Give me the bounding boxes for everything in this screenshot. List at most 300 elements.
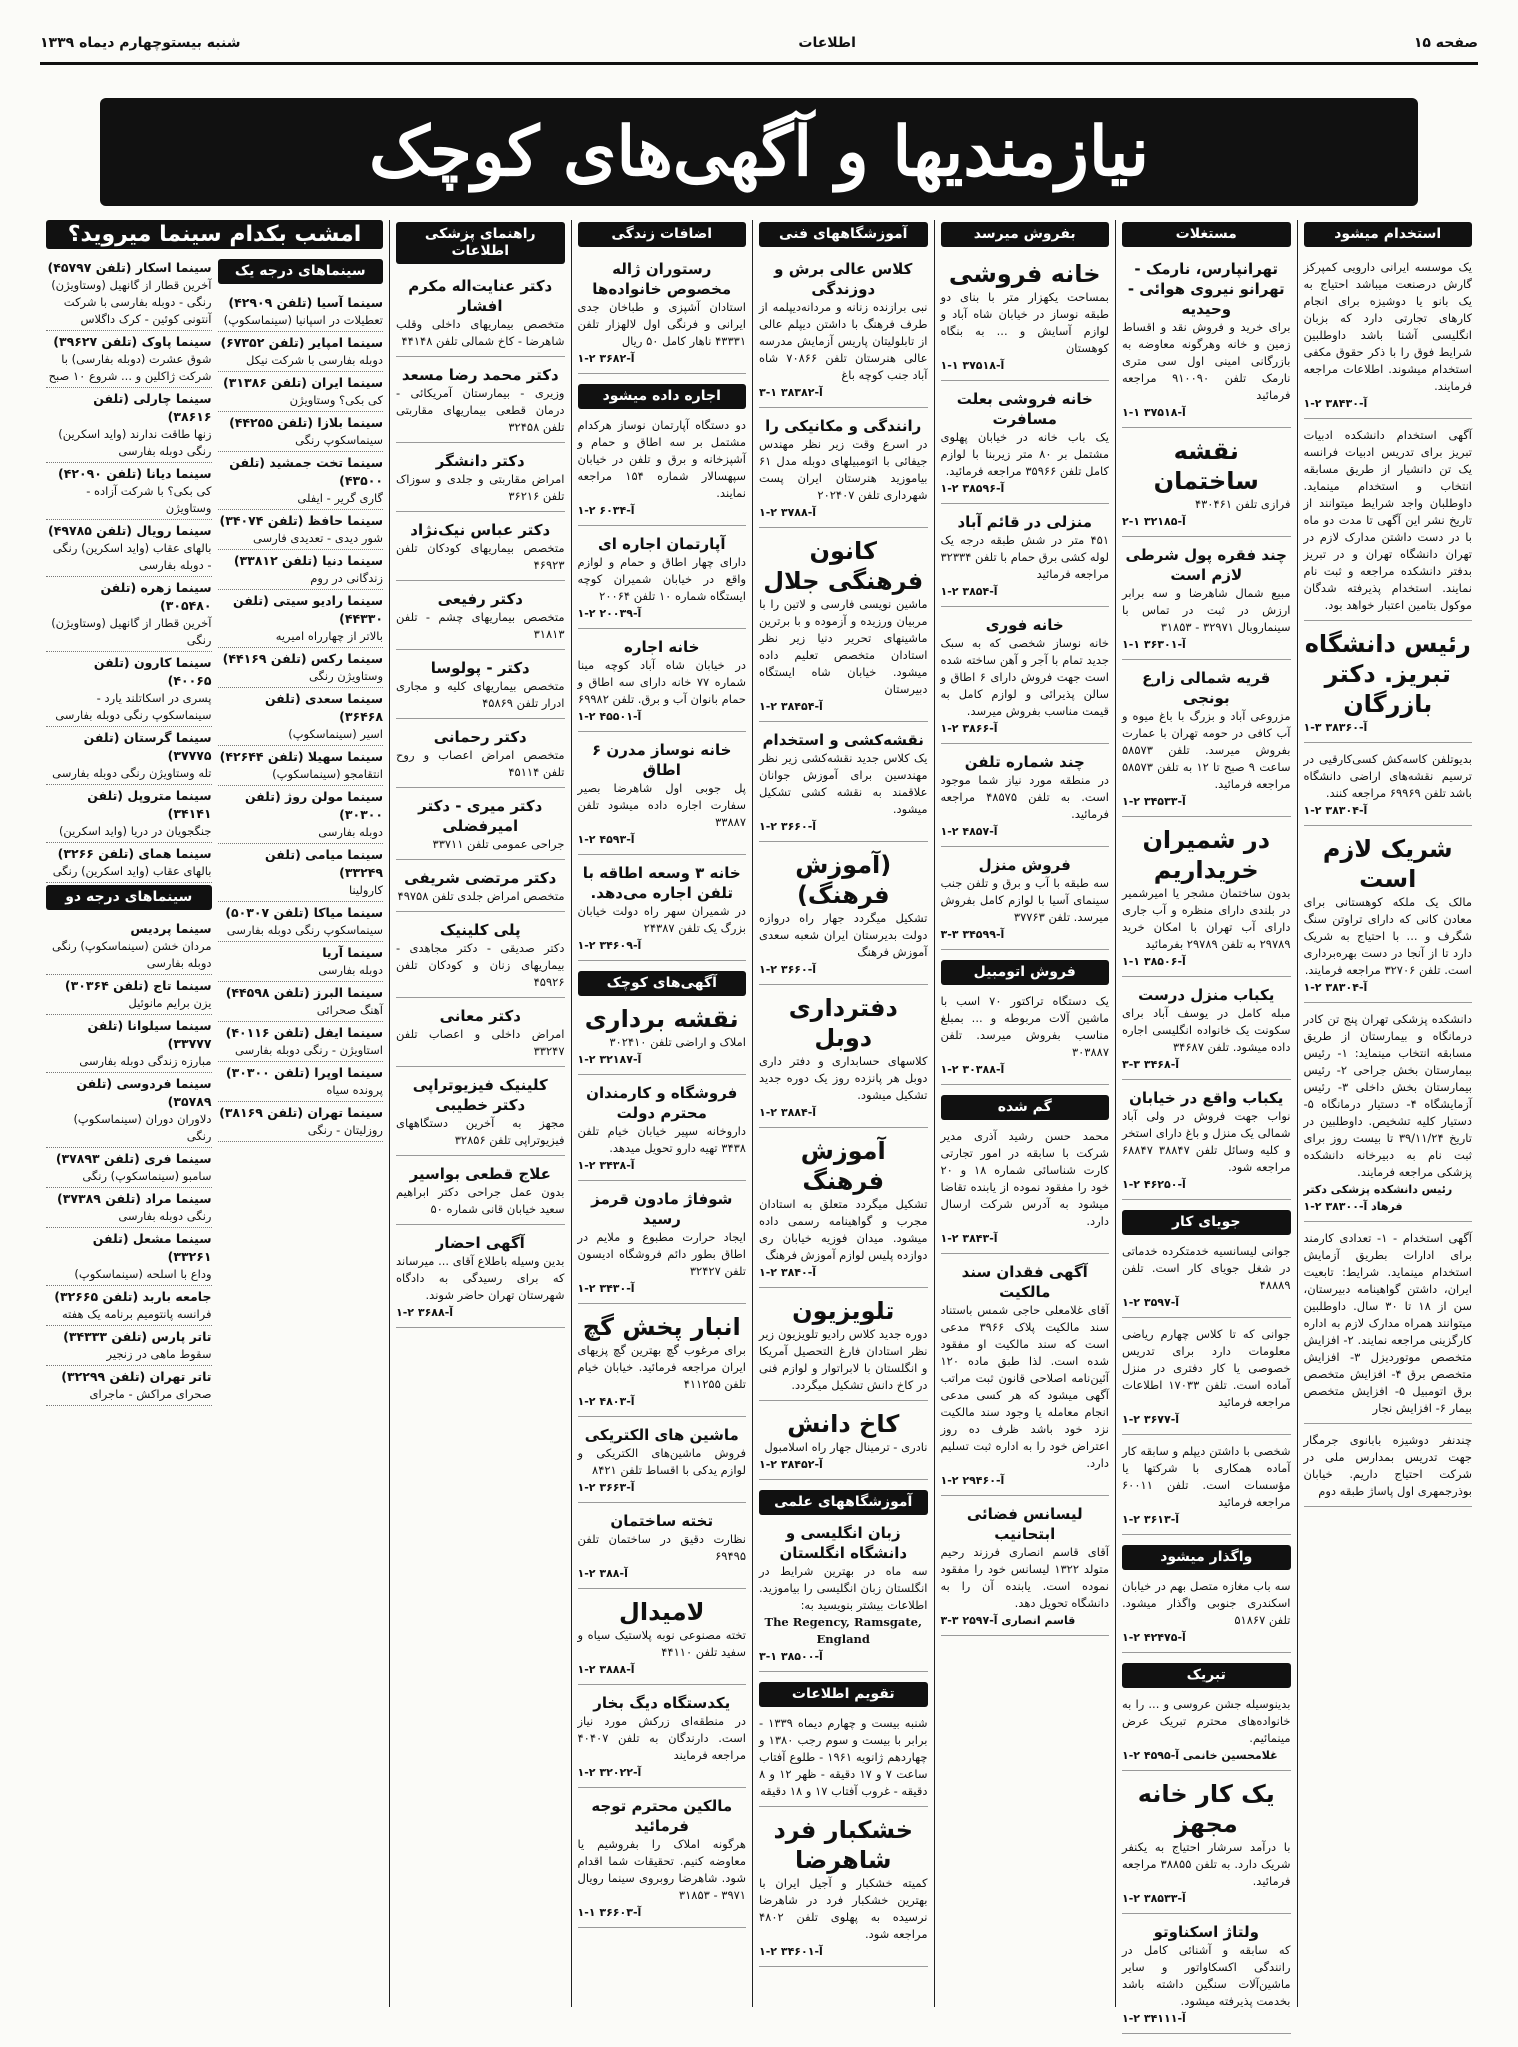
cinema-name: سینما میامی (تلفن ۳۳۲۴۹) bbox=[265, 847, 383, 880]
ad-title: خانه ۳ وسعه اطاقه با تلفن اجاره می‌دهد. bbox=[582, 864, 741, 902]
classified-ad bbox=[578, 965, 747, 1075]
ad-headline: خانه فروشی bbox=[948, 260, 1101, 288]
cinema-listing bbox=[46, 331, 212, 388]
cinema-list-main bbox=[46, 257, 212, 1406]
cinema-name: سینما پردیس bbox=[130, 921, 212, 936]
ad-headline: یک کار خانه مجهز bbox=[1137, 1780, 1275, 1838]
ad-title: فروشگاه و کارمندان محترم دولت bbox=[586, 1084, 738, 1122]
ad-headline: انبار پخش گچ bbox=[582, 1313, 741, 1341]
cinema-listing bbox=[218, 1022, 384, 1062]
ad-reference-code: آ-۲۰۰۳۹ ۲-۱ bbox=[577, 607, 642, 620]
cinema-program: زندگانی در روم bbox=[310, 571, 383, 585]
cinema-program: آخرین قطار از گانهیل (وستاویژن) رنگی - دوبله بفارسی با شرکت آنتونی کوئین - کرک داگلاس bbox=[51, 278, 212, 326]
cinema-program: تعطیلات در اسپانیا (سینماسکوپ) bbox=[223, 313, 383, 327]
ad-body: دو دستگاه آپارتمان نوساز هرکدام مشتمل بر سه اطاق و حمام و آشپزخانه و برق و تلفن در خیابان سپهسالار شماره ۱۵۴ مراجعه نمایند. bbox=[577, 418, 746, 500]
cinema-program: بالهای عقاب (واید اسکرین) رنگی - دوبله بفارسی bbox=[52, 541, 212, 572]
ad-title: آگهی فقدان سند مالکیت bbox=[961, 1263, 1088, 1301]
ad-body: متخصص بیماریهای داخلی وقلب شاهرضا - کاخ شمالی تلفن ۴۴۱۴۸ bbox=[396, 317, 565, 348]
cinema-name: سینما آسیا (تلفن ۴۲۹۰۹) bbox=[228, 295, 383, 310]
classified-ad bbox=[941, 255, 1110, 381]
classified-ad bbox=[941, 611, 1110, 744]
classified-ad bbox=[941, 748, 1110, 847]
cinema-listing bbox=[46, 388, 212, 463]
ad-reference-code: آ-۳۸۸۴ ۲-۱ bbox=[759, 1106, 817, 1119]
ad-reference-code: آ-۳۸۵۹۶ ۲-۱ bbox=[940, 482, 1005, 495]
cinema-listing bbox=[46, 520, 212, 577]
cinema-program: بالهای عقاب (واید اسکرین) رنگی bbox=[52, 864, 212, 878]
cinema-listing bbox=[46, 975, 212, 1015]
column-7 bbox=[40, 220, 389, 2007]
cinema-program: شور دیدی - تعدیدی فارسی bbox=[252, 531, 383, 545]
publication-name: اطلاعات bbox=[798, 35, 856, 51]
classified-ad bbox=[1304, 1007, 1473, 1222]
section-heading: جویای کار bbox=[1122, 1210, 1291, 1235]
cinema-listing bbox=[46, 1148, 212, 1188]
ad-body: امراض داخلی و اعصاب تلفن ۳۳۲۴۷ bbox=[396, 1027, 565, 1058]
ad-reference-code: آ-۴۵۵۰۱ ۲-۱ bbox=[577, 710, 642, 723]
classified-ad bbox=[1304, 625, 1473, 743]
ad-reference-code: آ-۳۸۵۰۶ ۱-۱ bbox=[1122, 955, 1186, 968]
classified-ad bbox=[1122, 1775, 1291, 1914]
cinema-name: سینما مشعل (تلفن ۳۳۲۶۱) bbox=[92, 1231, 212, 1264]
cinema-name: سینما مولن روژ (تلفن ۳۰۳۰۰) bbox=[244, 789, 383, 822]
column-6 bbox=[389, 220, 571, 2007]
cinema-program: بالاتر از چهارراه امیریه bbox=[275, 629, 383, 643]
ad-body: نواب جهت فروش در ولی آباد شمالی یک منزل و باغ دارای استخر و کلیه وسائل تلفن ۳۸۸۴۷ ۶۸۸۴۷ مراجعه شود. bbox=[1122, 1109, 1291, 1174]
ad-body: پل جوبی اول شاهرضا بصیر سفارت اجاره داده میشود تلفن ۳۳۸۸۷ bbox=[577, 781, 746, 829]
ad-title: علاج قطعی بواسیر bbox=[409, 1165, 551, 1183]
ad-body: ۴۵۱ متر در شش طبقه درجه یک لوله کشی برق حمام با تلفن ۳۲۳۳۴ مراجعه فرمائید bbox=[940, 533, 1109, 581]
section-heading: فروش اتومبیل bbox=[941, 960, 1110, 985]
classified-ad bbox=[578, 1308, 747, 1417]
cinema-program: کی بکی؟ با شرکت آزاده - وستاویژن bbox=[86, 484, 212, 515]
ad-reference-code: آ-۳۷۵۱۸ ۱-۱ bbox=[940, 359, 1005, 372]
cinema-listing bbox=[218, 452, 384, 510]
ad-body: با درآمد سرشار احتیاج به یکنفر شریک دارد. به تلفن ۳۸۸۵۵ مراجعه فرمائید. bbox=[1122, 1840, 1291, 1888]
cinema-listing bbox=[46, 1286, 212, 1326]
ad-body: آقای قاسم انصاری فرزند رحیم متولد ۱۳۲۲ لیسانس خود را مفقود نموده است. یابنده آن را به دانشگاه تحویل دهد. bbox=[940, 1545, 1109, 1610]
ad-reference-code: آ-۳۴۶۰۹ ۲-۱ bbox=[577, 939, 642, 952]
cinema-program: یزن برایم مانوئیل bbox=[128, 996, 212, 1010]
ad-body: دانشکده پزشکی تهران پنج تن کادر درمانگاه و بیمارستان از طریق مسابقه انتخاب مینماید: ۱- رئیس بیمارستان بخش جراحی ۲- رئیس بیمارستان بخش داخلی ۳- رئیس آزمایشگاه ۴- دستیار درمانگاه ۵- دستیار کلیه تشخیص. داوطلبین در تاریخ ۳۹/۱۱/۲۴ تا بیست روز برای ثبت نام به دبیرخانه دانشکده پزشکی مراجعه فرمایند. bbox=[1303, 1012, 1473, 1179]
cinema-program: شوق عشرت (دوبله بفارسی) با شرکت ژاکلین و ... شروع ۱۰ صبح bbox=[48, 352, 212, 383]
classified-ad bbox=[396, 916, 565, 998]
ad-title: شوفاژ مادون قرمز رسید bbox=[591, 1190, 733, 1228]
ad-body: آقای غلامعلی حاجی شمس باستناد سند مالکیت پلاک ۳۹۶۶ مدعی است که سند مالکیت او مفقود شده است. لذا طبق ماده ۱۲۰ آئین‌نامه اصلاحی قانون ثبت مراتب آگهی میشود که هر کسی مدعی انجام معامله یا وجود سند مالکیت نزد خود باشد ظرف ده روز اعتراض خود را به اداره ثبت تسلیم دارد. bbox=[940, 1303, 1109, 1470]
cinema-name: سینما حافظ (تلفن ۳۴۰۷۴) bbox=[219, 513, 383, 528]
ad-body: ماشین نویسی فارسی و لاتین را با مربیان ورزیده و آزموده و با برترین ماشینهای تحریر دنیا زیر نظر استادان متخصص تعلیم داده میشود. خیابان شاه ایستگاه دبیرستان bbox=[759, 597, 928, 696]
ad-reference-code: آ-۳۴۵۳۳ ۲-۱ bbox=[1122, 795, 1186, 808]
column-heading: آموزشگاههای فنی bbox=[759, 222, 928, 247]
classified-ad bbox=[578, 255, 747, 374]
ad-body: دارای چهار اطاق و حمام و لوازم واقع در خیابان شمیران کوچه ایستگاه شماره ۱۰ تلفن ۲۰۰۶۴ bbox=[577, 555, 746, 603]
ad-body: یک موسسه ایرانی دارویی کمپرکز گارش درصنعت میباشد احتیاج به یک بانو یا دوشیزه برای انجام کارهای تجارتی دارد که بزبان انگلیسی آشنا باشد داوطلبین شرایط فوق را با ذکر حقوق مکفی استخدام میشوند. اطلاعات مراجعه فرمایند. bbox=[1303, 260, 1472, 393]
ad-title: خانه فوری bbox=[985, 616, 1064, 634]
classified-ad bbox=[1122, 255, 1291, 428]
ad-headline: تلویزیون bbox=[792, 1297, 895, 1325]
cinema-program: فرانسه پانتومیم برنامه یک هفته bbox=[62, 1307, 212, 1321]
ad-reference-code: آ-۳۸۳۶۰ ۳-۱ bbox=[1303, 721, 1368, 734]
cinema-program: وداع با اسلحه (سینماسکوپ) bbox=[74, 1267, 212, 1281]
cinema-name: سینما دنیا (تلفن ۳۳۸۱۲) bbox=[233, 553, 383, 568]
cinema-program: سینماسکوپ رنگی دوبله بفارسی bbox=[226, 923, 383, 937]
ad-reference-code: آ-۳۸۶۶ ۲-۱ bbox=[940, 722, 998, 735]
cinema-listings bbox=[46, 257, 383, 1406]
section-heading: تبریک bbox=[1122, 1663, 1291, 1688]
ad-title: رستوران ژاله مخصوص خانواده‌ها bbox=[592, 260, 732, 298]
ad-headline: شریک لازم است bbox=[1322, 835, 1453, 893]
ad-body: استادان آشپزی و طباخان جدی ایرانی و فرنگی اول لالهزار تلفن ۴۳۳۳۱ ناهار کامل ۵۰ ریال bbox=[577, 300, 746, 348]
cinema-listing bbox=[218, 688, 384, 746]
cinema-listing bbox=[46, 918, 212, 975]
cinema-program: جنگجویان در دریا (واید اسکرین) bbox=[58, 824, 212, 838]
ad-title: ولتاژ اسکناوتو bbox=[1153, 1923, 1259, 1941]
ad-title: دکتر - پولوسا bbox=[430, 659, 530, 677]
ad-body: یک دستگاه تراکتور ۷۰ اسب با ماشین آلات مربوطه و ... بمبلغ مناسب بفروش میرسد. تلفن ۳۰۳۸۸۷ bbox=[940, 994, 1109, 1059]
ad-reference-code: قاسم انصاری آ-۲۵۹۷ ۳-۳ bbox=[940, 1614, 1076, 1627]
ad-body: مبیع شمال شاهرضا و سه برابر ارزش در ثبت در تماس با سینماروبال ۳۲۹۷۱ - ۳۱۸۵۳ bbox=[1122, 586, 1291, 634]
ad-body: فروش ماشین‌های الکتریکی و لوازم یدکی با اقساط تلفن ۸۴۲۱ bbox=[577, 1446, 746, 1477]
first-class-cinemas-heading: سینماهای درجه یک bbox=[218, 259, 384, 284]
ad-title: لیسانس فضائی ابتحانیب bbox=[966, 1505, 1083, 1543]
ad-title: چند شماره تلفن bbox=[964, 753, 1085, 771]
classified-ad bbox=[759, 1292, 928, 1401]
cinema-name: سینما امپایر (تلفن ۶۷۳۵۲) bbox=[220, 335, 383, 350]
ad-body: در شمیران سهر راه دولت خیابان بزرگ یک تلفن ۲۴۳۸۷ bbox=[577, 904, 746, 935]
cinema-name: سینما چارلی (تلفن ۳۸۶۱۶) bbox=[93, 391, 212, 424]
ad-title: یکدستگاه دیگ بخار bbox=[593, 1694, 731, 1712]
classified-ad bbox=[396, 1002, 565, 1067]
ad-body: در منطقه مورد نیاز شما موجود است. به تلفن ۴۸۵۷۵ مراجعه فرمائید. bbox=[940, 773, 1109, 821]
ad-reference-code: آ-۶۰۳۴ ۲-۱ bbox=[577, 504, 635, 517]
ad-body: خانه نوساز شخصی که به سبک جدید تمام با آجر و آهن ساخته شده است جهت فروش دارای ۶ اطاق و سالن پذیرائی و لوازم کامل به قیمت مناسب بفروش میرسد. bbox=[940, 636, 1109, 718]
ad-reference-code: آ-۳۶۶۰ ۲-۱ bbox=[759, 963, 817, 976]
ad-body: بدین وسیله باطلاع آقای ... میرساند که برای رسیدگی به دادگاه شهرستان تهران حاضر شوند. bbox=[396, 1254, 565, 1302]
ad-title: ماشین های الکتریکی bbox=[584, 1426, 739, 1444]
classified-ad bbox=[396, 654, 565, 719]
cinema-name: سینما متروپل (تلفن ۳۴۱۴۱) bbox=[87, 788, 212, 821]
classified-ad bbox=[396, 1160, 565, 1225]
cinema-program: استاویژن - رنگی دوبله بفارسی bbox=[235, 1043, 383, 1057]
ad-title: چند فقره پول شرطی لازم است bbox=[1125, 546, 1287, 584]
classified-ad bbox=[578, 859, 747, 961]
ad-title: فروش منزل bbox=[978, 856, 1071, 874]
classified-ad bbox=[1122, 1539, 1291, 1653]
ad-reference-code: آ-۳۵۹۷ ۲-۱ bbox=[1122, 1296, 1180, 1309]
ad-reference-code: آ-۳۸۴۵۲ ۲-۱ bbox=[759, 1458, 823, 1471]
ad-reference-code: آ-۳۸۳۰۴ ۲-۱ bbox=[1303, 804, 1368, 817]
ad-reference-code: رئیس دانشکده پزشکی دکتر فرهاد آ-۳۸۳۰۰ ۲-۱ bbox=[1303, 1183, 1453, 1213]
classified-ad bbox=[578, 530, 747, 629]
column-4 bbox=[752, 220, 934, 2007]
cinema-listing bbox=[46, 843, 212, 883]
ad-reference-code: آ-۳۴۱۱۱ ۲-۱ bbox=[1122, 2012, 1186, 2025]
ad-body: داروخانه سپیر خیابان خیام تلفن ۳۴۳۸ تهیه دارو تحویل میدهد. bbox=[577, 1124, 746, 1155]
ad-reference-code: غلامحسین خانمی آ-۴۵۹۵ ۲-۱ bbox=[1122, 1749, 1278, 1762]
column-heading: بفروش میرسد bbox=[941, 222, 1110, 247]
cinema-program: مبارزه زندگی دوبله بفارسی bbox=[79, 1054, 212, 1068]
cinema-listing bbox=[218, 510, 384, 550]
cinema-name: سینما البرز (تلفن ۴۴۵۹۸) bbox=[225, 985, 383, 1000]
cinema-listing bbox=[46, 652, 212, 727]
ad-reference-code: آ-۳۶۸۸ ۲-۱ bbox=[396, 1306, 454, 1319]
cinema-listing bbox=[46, 577, 212, 652]
ad-reference-code: آ-۴۶۲۵۰ ۲-۱ bbox=[1122, 1178, 1186, 1191]
ad-body: هرگونه املاک را بفروشیم یا معاوضه کنیم. تحقیقات شما اقدام شود. شاهرضا روبروی سینما رویال ۳۹۷۱ - ۳۱۸۵۳ bbox=[577, 1837, 746, 1902]
classifieds-banner bbox=[100, 98, 1418, 206]
classified-ad bbox=[759, 1676, 928, 1807]
ad-title: کلینیک فیزیوتراپی دکتر خطیبی bbox=[412, 1076, 548, 1114]
cinema-program: کارولینا bbox=[348, 883, 383, 897]
cinema-name: سینما سیلوانا (تلفن ۳۳۷۷۷) bbox=[87, 1018, 212, 1051]
ad-reference-code: آ-۴۸۰۳ ۲-۱ bbox=[577, 1395, 635, 1408]
cinema-program: زنها طاقت ندارند (واید اسکرین) رنگی دوبله بفارسی bbox=[58, 427, 212, 458]
ad-body: در خیابان شاه آباد کوچه مینا شماره ۷۷ خانه دارای سه اطاق و حمام بانوان آب و برق. تلفن ۶۹۹۸۲ bbox=[577, 658, 747, 706]
classified-ad bbox=[1304, 1226, 1473, 1424]
cinema-program: سامبو (سینماسکوپ) رنگی bbox=[82, 1169, 212, 1183]
ad-reference-code: آ-۳۶۶۰ ۲-۱ bbox=[759, 820, 817, 833]
cinema-listing bbox=[46, 1073, 212, 1148]
ad-title: یکباب منزل درست bbox=[1138, 986, 1275, 1004]
classified-ad bbox=[578, 1593, 747, 1685]
cinema-listing bbox=[218, 332, 384, 372]
ad-body: مجهز به آخرین دستگاههای فیزیوتراپی تلفن ۳۲۸۵۶ bbox=[396, 1116, 565, 1147]
ad-reference-code: آ-۳۴۳۸ ۲-۱ bbox=[577, 1159, 635, 1172]
cinema-listing bbox=[46, 463, 212, 520]
cinema-program: انتقامجو (سینماسکوپ) bbox=[272, 767, 383, 781]
ad-body: مزروعی آباد و بزرگ با باغ میوه و آب کافی در حومه تهران با عمارت بفروش میرسد. تلفن ۵۸۵۷۳ ساعت ۹ صبح تا ۱۲ به تلفن ۵۸۵۷۳ مراجعه فرمائید. bbox=[1122, 709, 1291, 791]
cinema-name: سینما رویال (تلفن ۴۹۷۸۵) bbox=[48, 523, 212, 538]
classified-ad bbox=[759, 1484, 928, 1672]
ad-title: دکتر میری - دکتر امیرفضلی bbox=[418, 797, 543, 835]
classified-ad bbox=[941, 1089, 1110, 1254]
ad-body: شخصی با داشتن دیپلم و سابقه کار آماده همکاری با شرکتها یا مؤسسات است. تلفن ۶۰۰۱۱ مراجعه فرمائید bbox=[1122, 1444, 1291, 1509]
ad-body: سه طبقه با آب و برق و تلفن جنب سینمای آسیا با لوازم کامل بفروش میرسد. تلفن ۳۷۷۶۳ bbox=[940, 876, 1109, 924]
cinema-program: وستاویژن رنگی bbox=[308, 669, 383, 683]
classified-columns bbox=[40, 220, 1478, 2025]
ad-body: سه باب مغازه متصل بهم در خیابان اسکندری جنوبی واگذار میشود. تلفن ۵۱۸۶۷ bbox=[1122, 1579, 1291, 1627]
classified-ad bbox=[396, 585, 565, 650]
cinema-listing bbox=[46, 1188, 212, 1228]
ad-headline: لامیدال bbox=[619, 1598, 705, 1626]
section-heading: تقویم اطلاعات bbox=[759, 1682, 928, 1707]
ad-headline: دفترداری دوبل bbox=[788, 994, 898, 1052]
column-3 bbox=[934, 220, 1116, 2007]
ad-reference-code: آ-۳۲۰۲۲ ۲-۱ bbox=[577, 1766, 642, 1779]
ad-headline: کانون فرهنگی جلال bbox=[763, 537, 924, 595]
ad-body: برای مرغوب گچ بهترین گچ پزیهای ایران مراجعه فرمائید. خیابان خیام تلفن ۴۱۱۲۵۵ bbox=[577, 1343, 746, 1391]
page-header bbox=[40, 30, 1478, 65]
ad-body: بدیوتلفن کاسه‌کش کسی‌کارقیی در ترسیم نقشه‌های اراضی دانشگاه باشد تلفن ۶۹۹۶۹ مراجعه کنند. bbox=[1303, 752, 1472, 800]
ad-reference-code: آ-۳۶۷۷ ۲-۱ bbox=[1122, 1413, 1180, 1426]
ad-body: فرازی تلفن ۴۳۰۴۶۱ bbox=[1194, 497, 1291, 511]
classified-ad bbox=[1122, 664, 1291, 817]
ad-body: متخصص بیماریهای چشم - تلفن ۳۱۸۱۳ bbox=[396, 610, 565, 641]
ad-body: تخته مصنوعی نوبه پلاستیک سیاه و سفید تلفن ۴۴۱۱۰ bbox=[577, 1628, 746, 1659]
cinema-program: آخرین قطار از گانهیل (وستاویژن) رنگی bbox=[51, 616, 212, 647]
ad-body: متخصص امراض اعصاب و روح تلفن ۴۵۱۱۴ bbox=[396, 748, 565, 779]
ad-body: متخصص بیماریهای کودکان تلفن ۴۶۹۲۳ bbox=[396, 541, 565, 572]
classified-ad bbox=[396, 516, 565, 581]
page-number: صفحه ۱۵ bbox=[1413, 35, 1478, 51]
ad-reference-code: آ-۳۸۳۸۲ ۱-۳ bbox=[759, 386, 823, 399]
ad-reference-code: آ-۳۷۸۸ ۲-۱ bbox=[759, 506, 817, 519]
cinema-name: سینما ایران (تلفن ۳۱۳۸۶) bbox=[223, 375, 383, 390]
classified-ad bbox=[578, 378, 747, 526]
cinema-name: سینما تهران (تلفن ۳۸۱۶۹) bbox=[219, 1105, 383, 1120]
classified-ad bbox=[1122, 1439, 1291, 1535]
cinema-program: کی بکی؟ وستاویژن bbox=[289, 393, 383, 407]
cinema-name: جامعه باربد (تلفن ۳۲۶۶۵) bbox=[54, 1289, 212, 1304]
classified-ad bbox=[759, 1405, 928, 1480]
classified-ad bbox=[759, 846, 928, 985]
cinema-listing bbox=[218, 786, 384, 844]
cinema-program: رنگی دوبله بفارسی bbox=[118, 1209, 212, 1223]
ad-body: امراض مقاربتی و جلدی و سوزاک تلفن ۳۶۲۱۶ bbox=[396, 472, 565, 503]
cinema-listing bbox=[218, 590, 384, 648]
ad-reference-code: آ-۳۴۶۰۱ ۲-۱ bbox=[759, 1945, 823, 1958]
ad-reference-code: آ-۳۲۱۸۷ ۲-۱ bbox=[577, 1053, 642, 1066]
ad-reference-code: آ-۴۵۹۳ ۲-۱ bbox=[577, 833, 635, 846]
cinema-name: سینما مراد (تلفن ۳۷۳۸۹) bbox=[57, 1191, 212, 1206]
ad-reference-code: آ-۳۶۶۰۳ ۱-۱ bbox=[577, 1906, 642, 1919]
classified-ad bbox=[578, 1185, 747, 1304]
ad-title: زبان انگلیسی و دانشگاه انگلستان bbox=[779, 1524, 908, 1562]
classified-ad bbox=[396, 272, 565, 357]
ad-body: در منطقه‌ای زرکش مورد نیاز است. دارندگان به تلفن ۴۰۴۰۷ مراجعه فرمایند bbox=[577, 1714, 746, 1762]
ad-body: بمساحت یکهزار متر با بنای دو طبقه نوساز در خیابان شاه آباد و لوازم آسایش و ... به بنگاه کوهستان bbox=[940, 290, 1109, 355]
cinema-listing bbox=[46, 1326, 212, 1366]
classified-ad bbox=[396, 792, 565, 860]
column-heading: راهنمای پزشکی اطلاعات bbox=[396, 222, 565, 264]
ad-reference-code: آ-۳۸۴۰ ۲-۱ bbox=[759, 1266, 817, 1279]
column-heading: اضافات زندگی bbox=[578, 222, 747, 247]
ad-reference-code: آ-۳۶۳۰۱ ۱-۱ bbox=[1122, 638, 1186, 651]
ad-body: جوانی که تا کلاس چهارم ریاضی معلومات دارد برای تدریس خصوصی یا کار دفتری در منزل آماده است. تلفن ۱۷۰۳۳ اطلاعات مراجعه فرمائید bbox=[1122, 1327, 1291, 1409]
ad-title: مالکین محترم توجه فرمائید bbox=[591, 1797, 733, 1835]
classified-ad bbox=[1122, 432, 1291, 537]
cinema-program: دوبله بفارسی bbox=[318, 825, 383, 839]
classified-ad bbox=[578, 1689, 747, 1788]
cinema-name: سینما رکس (تلفن ۴۴۱۶۹) bbox=[222, 651, 383, 666]
column-2 bbox=[1115, 220, 1297, 2025]
cinema-listing bbox=[46, 1228, 212, 1286]
cinema-name: سینما همای (تلفن ۳۲۶۶) bbox=[57, 846, 212, 861]
ad-body: متخصص امراض جلدی تلفن ۴۹۷۵۸ bbox=[397, 889, 565, 903]
section-heading: گم شده bbox=[941, 1095, 1110, 1120]
classified-ad bbox=[759, 412, 928, 528]
classified-ad bbox=[396, 1229, 565, 1328]
cinema-name: تاتر پارس (تلفن ۳۴۳۳۳) bbox=[63, 1329, 212, 1344]
classified-ad bbox=[759, 726, 928, 842]
cinema-program: تله وستاویژن رنگی دوبله بفارسی bbox=[52, 766, 212, 780]
cinema-listing bbox=[218, 648, 384, 688]
classified-ad bbox=[396, 864, 565, 912]
ad-reference-code: آ-۳۶۸۲ ۲-۱ bbox=[577, 352, 635, 365]
cinema-name: سینما بلازا (تلفن ۴۴۲۵۵) bbox=[229, 415, 383, 430]
classified-ad bbox=[578, 1079, 747, 1181]
classified-ad bbox=[759, 989, 928, 1128]
cinema-program: سقوط ماهی در زنجیر bbox=[106, 1347, 212, 1361]
cinema-listing bbox=[218, 1062, 384, 1102]
classified-ad bbox=[396, 723, 565, 788]
ad-body: شنبه بیست و چهارم دیماه ۱۳۳۹ - برابر با بیست و سوم رجب ۱۳۸۰ و چهاردهم ژانویه ۱۹۶۱ - طلوع آفتاب ساعت ۷ و ۱۷ دقیقه - ظهر ۱۲ و ۸ دقیقه - غروب آفتاب ۱۷ و ۱۸ دقیقه bbox=[759, 1716, 928, 1798]
ad-title: خانه فروشی بعلت مسافرت bbox=[956, 390, 1093, 428]
ad-headline: آموزش فرهنگ bbox=[800, 1137, 886, 1195]
ad-reference-code: آ-۳۷۵۱۸ ۱-۱ bbox=[1122, 406, 1186, 419]
ad-body: بدون عمل جراحی دکتر ابراهیم سعید خیابان قانی شماره ۵۰ bbox=[396, 1185, 565, 1216]
classified-ad bbox=[1122, 1657, 1291, 1771]
section-heading: اجاره داده میشود bbox=[578, 384, 747, 409]
ad-body: آگهی استخدام - ۱- تعدادی کارمند برای ادارات بطریق آزمایش استخدام مینماید. شرایط: تابعیت ایران، داشتن گواهینامه دبیرستان، سن از ۱۸ تا ۳۰ سال. داوطلبین میتوانند همراه مدارک لازم به اداره کارگزینی مراجعه نمایند. ۲- افزایش متخصص موتوردیزل ۳- افزایش متخصص برق ۴- افزایش متخصص برق اتومبیل ۵- افزایش متخصص بیمار ۶- افزایش نجار bbox=[1303, 1231, 1473, 1415]
cinema-program: دلاوران دوران (سینماسکوپ) رنگی bbox=[73, 1112, 212, 1143]
ad-title: پلی کلینیک bbox=[439, 921, 521, 939]
cinema-listing bbox=[218, 292, 384, 332]
ad-title: قریه شمالی زارع بونجی bbox=[1142, 669, 1271, 707]
ad-reference-code: آ-۳۲۱۸۵ ۱-۲ bbox=[1122, 515, 1186, 528]
ad-body: دکتر صدیقی - دکتر مجاهدی - بیماریهای زنان و کودکان تلفن ۴۵۹۲۶ bbox=[396, 941, 565, 989]
cinema-program: پسری در اسکاتلند یارد - سینماسکوپ رنگی دوبله بفارسی bbox=[55, 691, 212, 722]
cinema-listing bbox=[218, 746, 384, 786]
ad-headline: نقشه برداری bbox=[584, 1005, 739, 1033]
cinema-listing bbox=[218, 550, 384, 590]
cinema-name: سینما سهیلا (تلفن ۴۲۶۴۴) bbox=[219, 749, 383, 764]
banner-title: نیازمندیها و آگهی‌های کوچک bbox=[369, 112, 1149, 192]
ad-body: کلاسهای حسابداری و دفتر داری دوبل هر پانزده روز یک دوره جدید تشکیل میشود. bbox=[759, 1054, 928, 1102]
classified-ad bbox=[941, 1500, 1110, 1636]
cinema-name: سینما آریا bbox=[322, 945, 383, 960]
cinema-listing bbox=[46, 1015, 212, 1073]
ad-reference-code: آ-۲۹۴۶۰ ۲-۱ bbox=[940, 1474, 1005, 1487]
classified-ad bbox=[1122, 541, 1291, 660]
ad-title: خانه نوساز مدرن ۶ اطاق bbox=[592, 741, 732, 779]
cinema-name: تاتر تهران (تلفن ۳۲۲۹۹) bbox=[61, 1369, 212, 1384]
ad-body: کمیته خشکبار و آجیل ایران با بهترین خشکبار فرد در شاهرضا نرسیده به پهلوی تلفن ۴۸۰۲ مراجعه شود. bbox=[759, 1876, 928, 1941]
ad-title: دکتر عنایت‌اله مکرم افشار bbox=[408, 277, 553, 315]
ad-body: سه ماه در بهترین شرایط در انگلستان زبان انگلیسی را بیاموزید. اطلاعات بیشتر بنویسید به: bbox=[759, 1564, 928, 1612]
ad-title: دکتر معانی bbox=[439, 1007, 521, 1025]
ad-body: محمد حسن رشید آذری مدیر شرکت با سابقه در امور تجارتی کارت شناسائی شماره ۱۸ و ۲۰ خود را مفقود نموده از یابنده تقاضا میشود به آدرس شرکت ارسال دارد. bbox=[940, 1129, 1109, 1228]
ad-body: مبله کامل در یوسف آباد برای سکونت یک خانواده انگلیسی اجاره داده میشود. تلفن ۳۴۶۸۷ bbox=[1122, 1006, 1291, 1054]
cinema-program: دوبله بفارسی با شرکت نیکل bbox=[246, 353, 383, 367]
cinema-name: سینما رادیو سیتی (تلفن ۴۴۳۳۰) bbox=[233, 593, 383, 626]
cinema-program: سینماسکوپ رنگی bbox=[295, 433, 383, 447]
ad-reference-code: آ-۳۸۳۰۴ ۲-۱ bbox=[1303, 981, 1368, 994]
cinema-program: پرونده سیاه bbox=[326, 1083, 383, 1097]
ad-reference-code: آ-۳۴۵۹۹ ۳-۳ bbox=[940, 928, 1005, 941]
ad-reference-code: آ-۳۰۳۸۸ ۲-۱ bbox=[940, 1063, 1005, 1076]
ad-title: رانندگی و مکانیکی را bbox=[765, 417, 922, 435]
ad-body: جوانی لیسانسیه خدمتکرده خدماتی در شغل جویای کار است. تلفن ۴۸۸۸۹ bbox=[1122, 1244, 1291, 1292]
classified-ad bbox=[396, 1071, 565, 1156]
cinema-program: گاری گریر - ایفلی bbox=[297, 491, 383, 505]
section-heading: آموزشگاههای علمی bbox=[759, 1490, 928, 1515]
classified-ad bbox=[1304, 747, 1473, 826]
ad-reference-code: آ-۳۴۳۰ ۲-۱ bbox=[577, 1282, 635, 1295]
classified-ad bbox=[759, 532, 928, 722]
ad-title: آگهی احضار bbox=[435, 1234, 525, 1252]
ad-body: ایجاد حرارت مطبوع و ملایم در اطاق بطور دائم فروشگاه ادیسون تلفن ۳۲۴۲۷ bbox=[577, 1230, 746, 1278]
ad-reference-code: آ-۳۶۱۳ ۲-۱ bbox=[1122, 1513, 1180, 1526]
cinema-listing bbox=[218, 902, 384, 942]
cinema-name: سینما فردوسی (تلفن ۳۵۷۸۹) bbox=[76, 1076, 212, 1109]
ad-body: تشکیل میگردد جهار راه دروازه دولت بدیرستان ایران شعبه سعدی آموزش فرهنگ bbox=[759, 911, 928, 959]
ad-body: نادری - ترمینال جهار راه اسلامبول bbox=[764, 1440, 928, 1454]
ad-body: بدینوسیله جشن عروسی و ... را به خانواده‌های محترم تبریک عرض مینمائیم. bbox=[1122, 1697, 1291, 1745]
ad-body: جراحی عمومی تلفن ۳۳۷۱۱ bbox=[432, 837, 565, 851]
ad-title: دکتر مرتضی شریفی bbox=[404, 869, 557, 887]
ad-body: دوره جدید کلاس رادیو تلویزیون زیر نظر استادان فارغ التحصیل آمریکا و انگلستان با لابراتوار و لوازم فنی در کاخ دانش تشکیل میگردد. bbox=[759, 1327, 928, 1392]
